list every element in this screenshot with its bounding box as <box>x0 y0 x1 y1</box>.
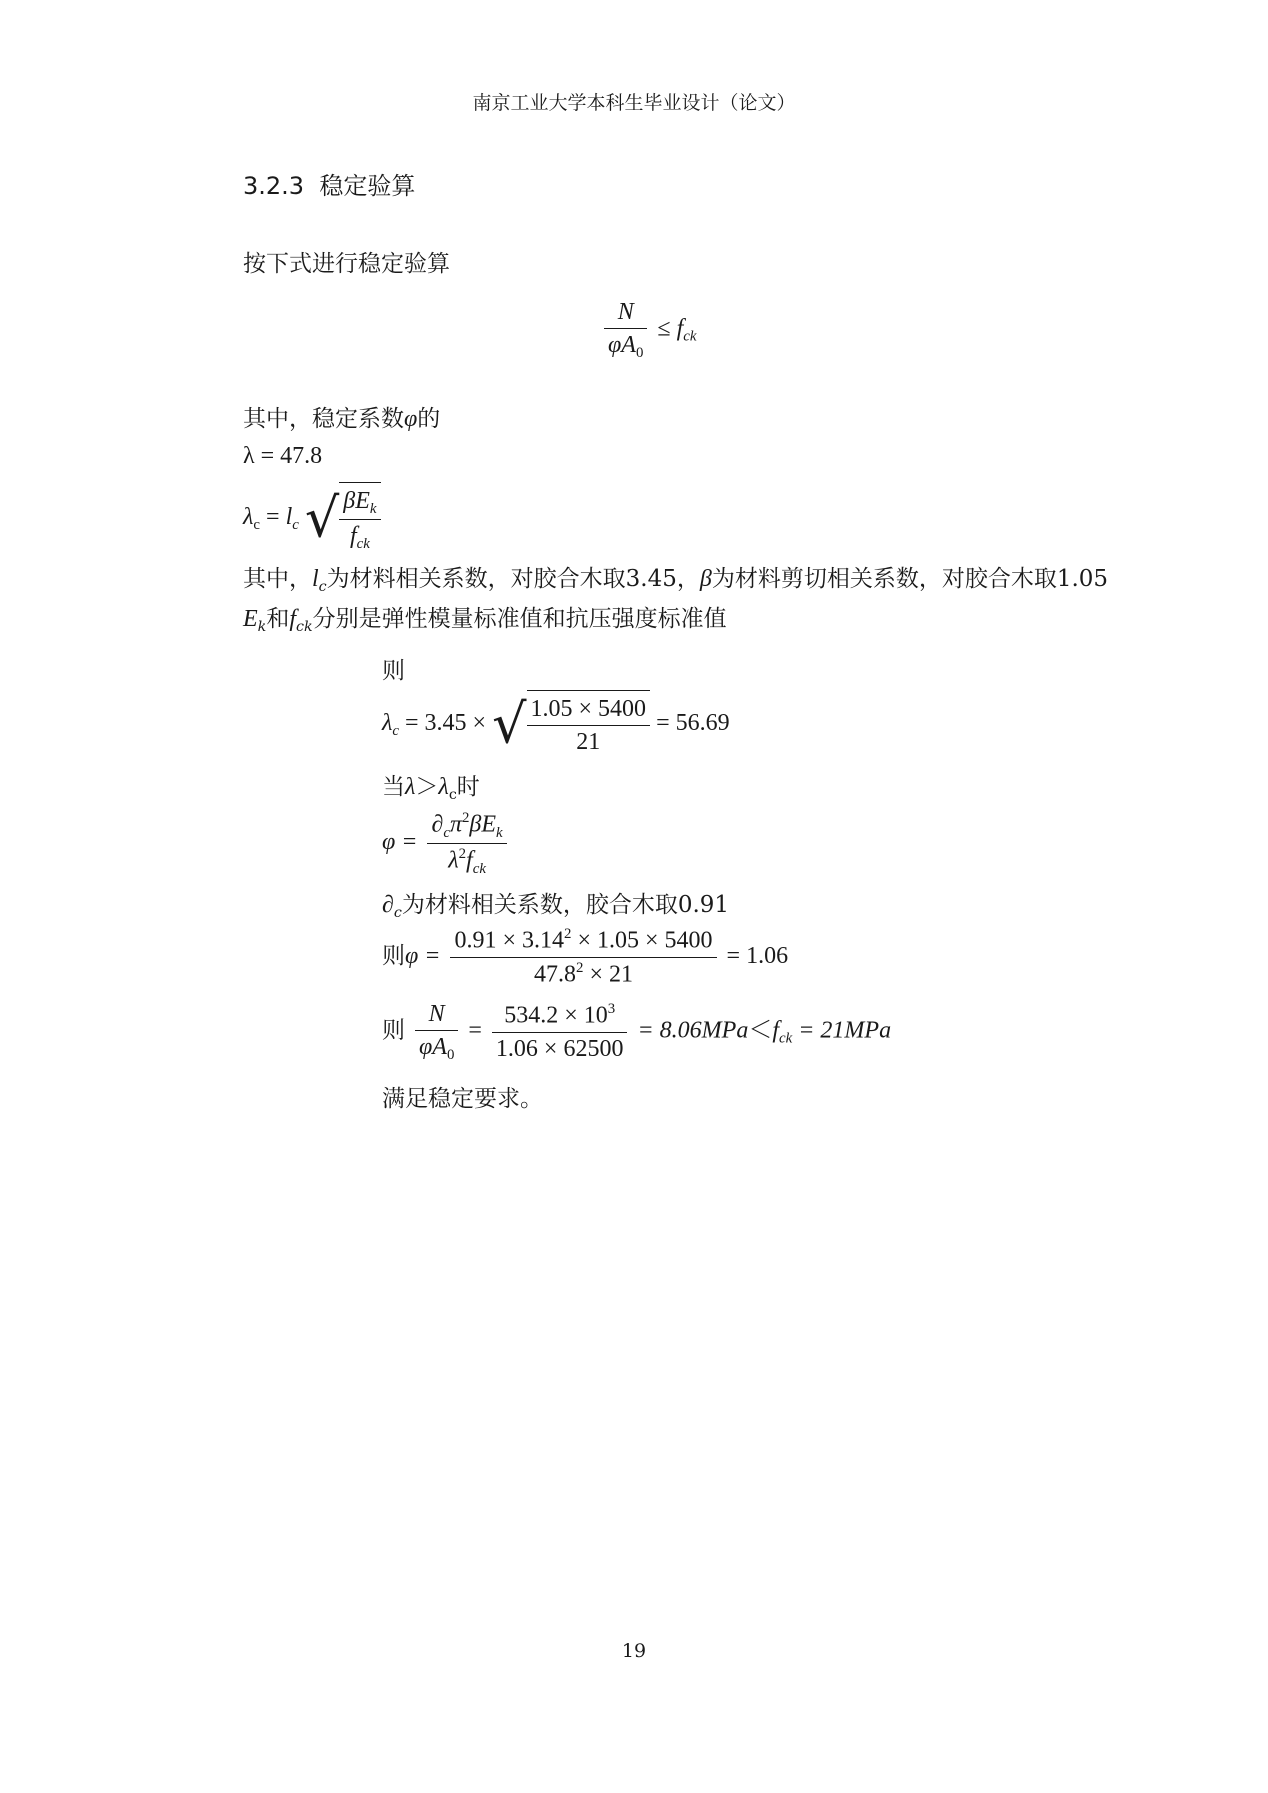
lambda-value: λ = 47.8 <box>243 443 323 469</box>
leq-sign: ≤ <box>657 315 671 342</box>
intro-text: 按下式进行稳定验算 <box>243 251 450 277</box>
phi-calc: 则φ = $\frac{0.91 \times 3.14^2 \times 1.05 \times 5400}{47.8^2 \times 21}$ = 1.06 <box>382 926 789 988</box>
main-numerator: N <box>604 296 647 329</box>
page-header: 南京工业大学本科生毕业设计（论文） <box>472 92 796 114</box>
condition-line: 当$\lambda>\lambda_c$时 <box>382 774 480 803</box>
note-line-1: 其中，$l_c$为材料相关系数，对胶合木取3.45，β为材料剪切相关系数，对胶合木取1.05 <box>243 566 1109 595</box>
section-number: 3.2.3 <box>243 172 305 200</box>
lambda-c-formula: $\lambda_c = l_c$ √ $\frac{\beta E_k}{f_{ck}}$ <box>243 482 381 555</box>
section-title: 稳定验算 <box>319 172 416 200</box>
main-denominator: $\varphi A_0$ <box>608 332 644 362</box>
phi-formula: φ = $\frac{\partial_c\pi^2\beta E_k}{\lambda^2f_{ck}}$ <box>382 808 511 879</box>
page-number: 19 <box>621 1640 647 1662</box>
note-line-2: $E_k$和$f_{ck}$分别是弹性模量标准值和抗压强度标准值 <box>243 606 727 635</box>
then-1: 则 <box>382 658 405 684</box>
section-heading <box>243 166 415 201</box>
sqrt-radical: √ $\frac{\beta E_k}{f_{ck}}$ <box>305 482 381 555</box>
main-fraction <box>604 296 647 364</box>
coef-line: 其中，稳定系数φ的 <box>243 406 441 432</box>
stress-calc: 则 $\frac{N}{\varphi A_0}$ = $\frac{534.2 \times 10^3}{1.06 \times 62500}$ = $8.06MPa<f_{ck} = 21MPa$ <box>382 998 891 1066</box>
lambda-c-calc: $\lambda_c = 3.45$ × √ $\frac{1.05 \times 5400}{21}$ = 56.69 <box>382 690 730 759</box>
conclusion: 满足稳定要求。 <box>382 1086 543 1112</box>
alpha-note: $\partial_c$为材料相关系数，胶合木取0.91 <box>382 892 730 921</box>
main-equation: $\frac{N}{\varphi A_0}$ ≤ $f_{ck}$ <box>600 296 696 364</box>
f-ck: f <box>676 315 684 342</box>
